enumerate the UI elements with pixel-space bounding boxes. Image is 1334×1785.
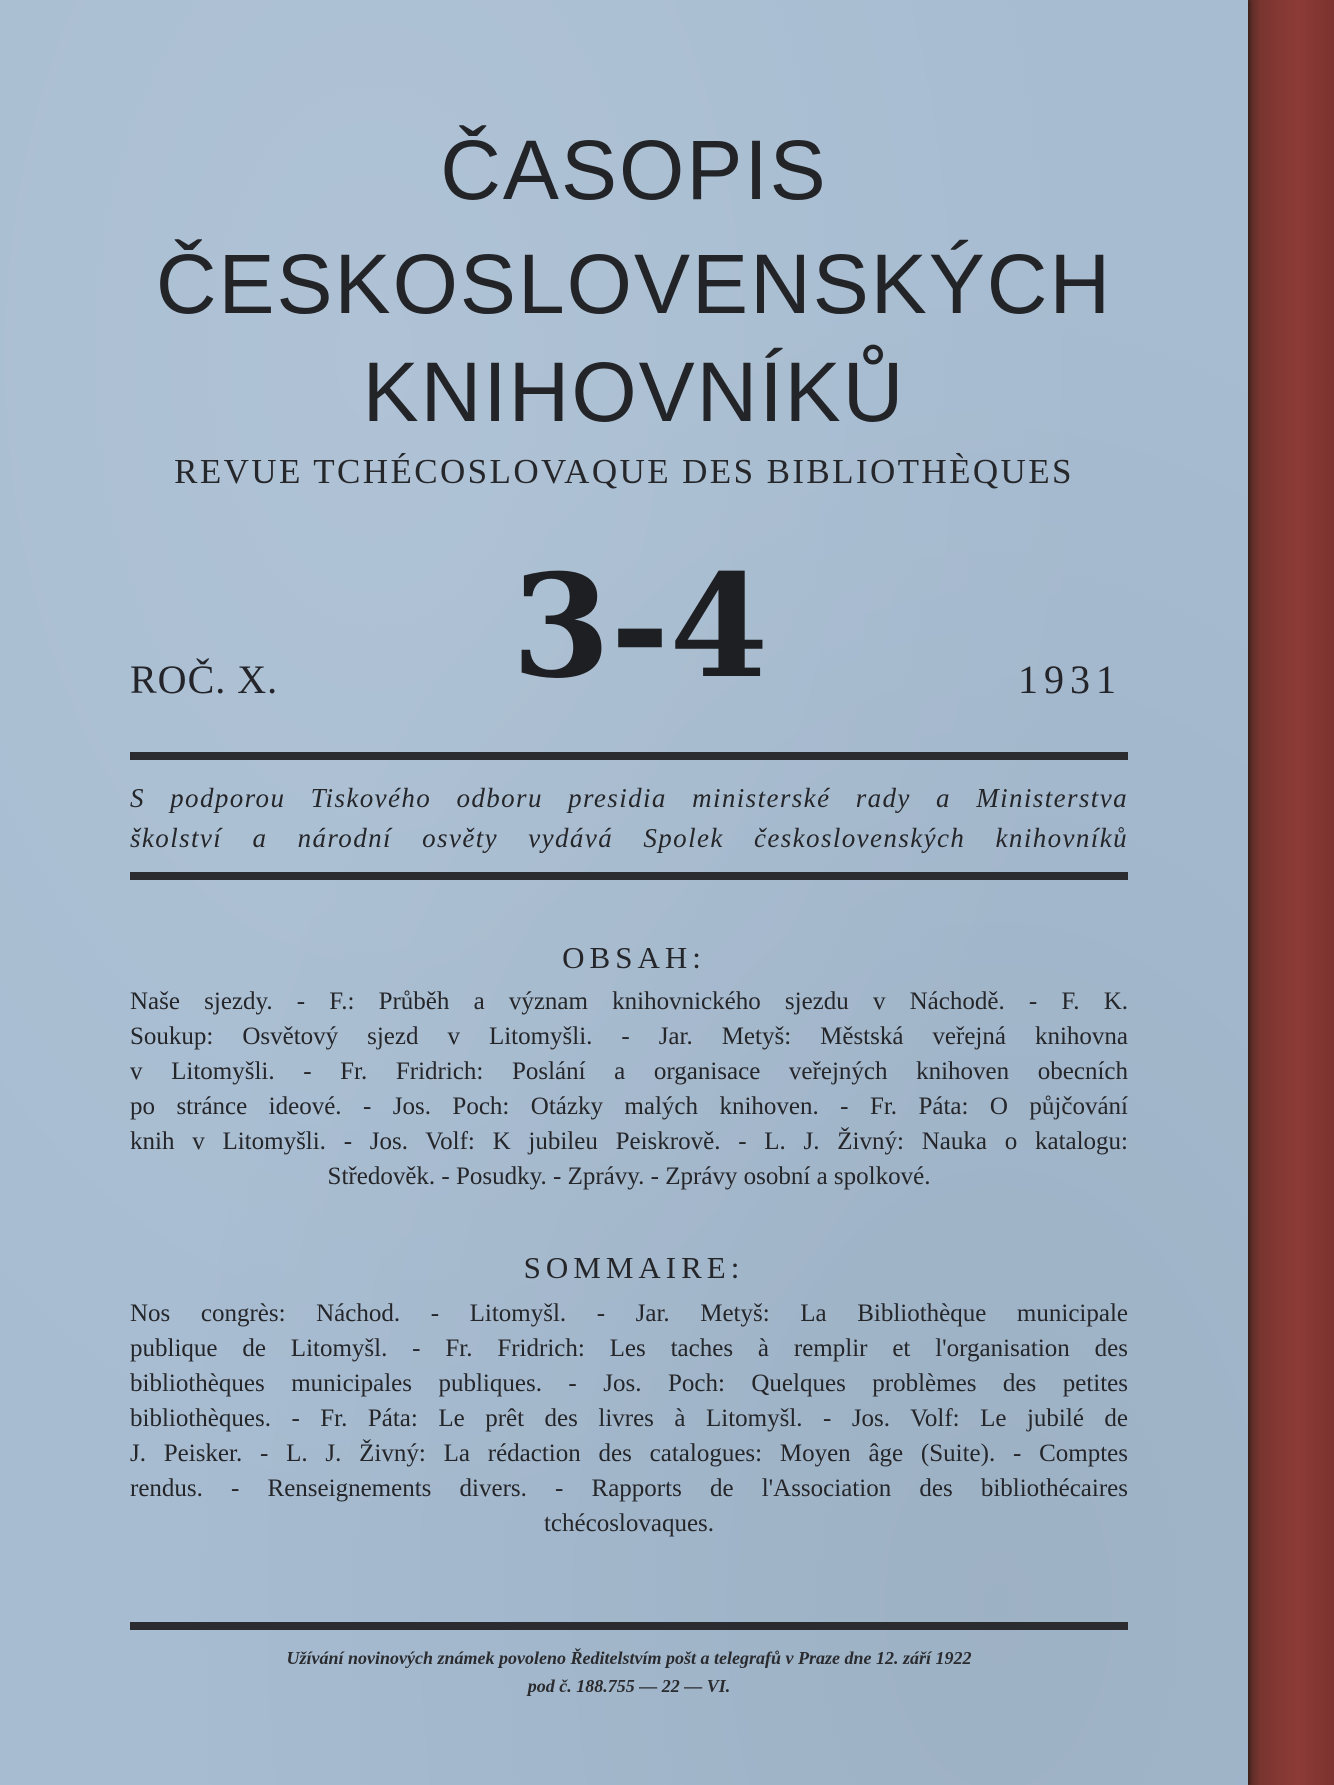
book-binding-edge — [1245, 0, 1334, 1785]
publisher-line: S podporou Tiskového odboru presidia ministerské rady a Ministerstva — [130, 783, 1128, 813]
title-line-knihovniku: KNIHOVNÍKŮ — [362, 345, 906, 439]
contents-line: Středověk. - Posudky. - Zprávy. - Zprávy osobní a spolkové. — [327, 1163, 931, 1190]
sommaire-line: J. Peisker. - L. J. Živný: La rédaction des catalogues: Moyen âge (Suite). - Comptes — [130, 1440, 1128, 1467]
sommaire-line: publique de Litomyšl. - Fr. Fridrich: Les taches à remplir et l'organisation des — [130, 1335, 1128, 1362]
postal-notice-line: Užívání novinových známek povoleno Ředitelstvím pošt a telegrafů v Praze dne 12. září 1922 — [286, 1648, 972, 1668]
contents-line: knih v Litomyšli. - Jos. Volf: K jubileu Peiskrově. - L. J. Živný: Nauka o katalogu: — [130, 1128, 1128, 1155]
postal-notice-line: pod č. 188.755 — 22 — VI. — [527, 1676, 731, 1696]
divider-rule — [130, 872, 1128, 880]
divider-rule — [130, 1622, 1128, 1630]
contents-line: po stránce ideové. - Jos. Poch: Otázky malých knihoven. - Fr. Páta: O půjčování — [130, 1093, 1128, 1120]
sommaire-line: rendus. - Renseignements divers. - Rapports de l'Association des bibliothécaires — [130, 1475, 1128, 1502]
sommaire-line: bibliothèques. - Fr. Páta: Le prêt des livres à Litomyšl. - Jos. Volf: Le jubilé de — [130, 1405, 1128, 1432]
contents-line: Naše sjezdy. - F.: Průběh a význam knihovnického sjezdu v Náchodě. - F. K. — [130, 988, 1128, 1015]
postal-notice — [130, 1644, 1128, 1700]
contents-heading: OBSAH: — [562, 940, 706, 975]
contents-line: v Litomyšli. - Fr. Fridrich: Poslání a organisace veřejných knihoven obecních — [130, 1058, 1128, 1085]
title-line-ceskoslovenskych: ČESKOSLOVENSKÝCH — [155, 237, 1113, 331]
issue-number: 3-4 — [511, 544, 769, 710]
sommaire-heading: SOMMAIRE: — [523, 1250, 745, 1285]
sommaire-line: tchécoslovaques. — [543, 1510, 715, 1537]
contents-line: Soukup: Osvětový sjezd v Litomyšli. - Jar. Metyš: Městská veřejná knihovna — [130, 1023, 1128, 1050]
sommaire-list — [130, 1296, 1128, 1541]
publisher-statement — [130, 778, 1128, 858]
publication-year: 1931 — [1018, 657, 1122, 702]
title-line-casopis: ČASOPIS — [440, 123, 828, 217]
publisher-line: školství a národní osvěty vydává Spolek československých knihovníků — [130, 823, 1128, 853]
sommaire-line: Nos congrès: Náchod. - Litomyšl. - Jar. Metyš: La Bibliothèque municipale — [130, 1300, 1128, 1327]
sommaire-line: bibliothèques municipales publiques. - Jos. Poch: Quelques problèmes des petites — [130, 1370, 1128, 1397]
divider-rule — [130, 752, 1128, 760]
french-subtitle: REVUE TCHÉCOSLOVAQUE DES BIBLIOTHÈQUES — [174, 452, 1074, 491]
volume-number: ROČ. X. — [130, 657, 279, 702]
contents-list — [130, 984, 1128, 1194]
